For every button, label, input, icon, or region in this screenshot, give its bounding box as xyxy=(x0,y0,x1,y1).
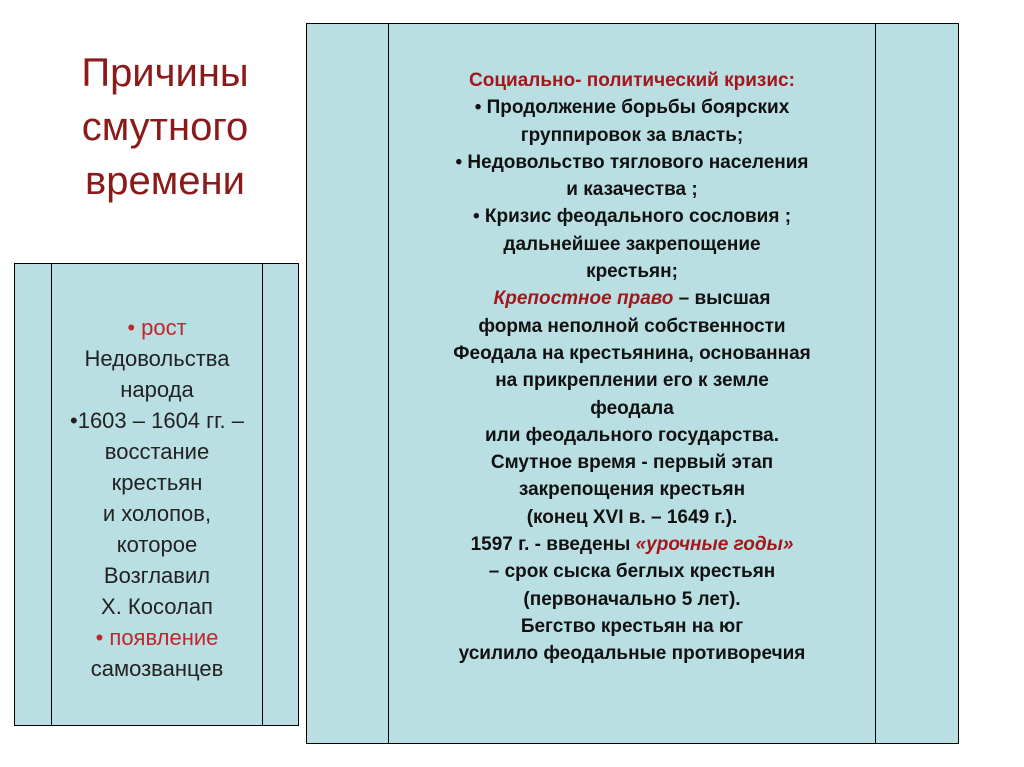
bullet-uprising-line6: Возглавил xyxy=(103,563,211,588)
right-panel-strip-left xyxy=(307,24,389,743)
serfdom-term: Крепостное право xyxy=(493,288,674,310)
crisis-line-8 xyxy=(389,285,875,312)
fixed-years-term: «урочные годы» xyxy=(635,534,794,556)
fixed-years-intro: 1597 г. - введены xyxy=(470,534,636,556)
title-line-2: смутного xyxy=(81,105,249,149)
bullet-uprising-line7: Х. Косолап xyxy=(101,594,213,619)
bullet-impostors-line1: • появление xyxy=(95,625,219,650)
title-line-3: времени xyxy=(85,159,245,203)
crisis-line-16: (конец XVI в. – 1649 г.). xyxy=(526,506,738,528)
bullet-growth-line1: • рост xyxy=(127,315,187,340)
bullet-growth-line3: народа xyxy=(120,377,194,402)
bullet-growth-line2: Недовольства xyxy=(84,346,230,371)
crisis-line-4: и казачества ; xyxy=(566,179,698,201)
right-panel-text xyxy=(389,67,875,668)
crisis-line-1: • Продолжение борьбы боярских xyxy=(474,97,790,119)
crisis-line-12: феодала xyxy=(590,397,674,419)
right-crisis-panel xyxy=(306,23,959,744)
crisis-line-10: Феодала на крестьянина, основанная xyxy=(453,342,811,364)
crisis-line-17 xyxy=(389,531,875,558)
crisis-line-7: крестьян; xyxy=(586,261,678,283)
left-causes-panel xyxy=(14,263,299,726)
bullet-uprising-line5: которое xyxy=(116,532,198,557)
title-line-1: Причины xyxy=(81,51,249,95)
left-panel-strip-left xyxy=(15,264,52,725)
crisis-line-6: дальнейшее закрепощение xyxy=(503,233,761,255)
crisis-line-14: Смутное время - первый этап xyxy=(490,452,774,474)
right-panel-strip-right xyxy=(875,24,958,743)
crisis-line-3: • Недовольство тяглового населения xyxy=(455,151,809,173)
bullet-uprising-line4: и холопов, xyxy=(102,501,212,526)
crisis-line-19: (первоначально 5 лет). xyxy=(523,588,741,610)
bullet-uprising-line1: •1603 – 1604 гг. – xyxy=(70,408,244,433)
slide-title xyxy=(40,46,290,208)
crisis-line-5: • Кризис феодального сословия ; xyxy=(472,206,792,228)
bullet-uprising-line3: крестьян xyxy=(111,470,203,495)
crisis-line-13: или феодального государства. xyxy=(484,424,780,446)
crisis-line-9: форма неполной собственности xyxy=(478,315,786,337)
crisis-heading: Социально- политический кризис: xyxy=(469,70,795,91)
crisis-line-20: Бегство крестьян на юг xyxy=(520,615,744,637)
bullet-uprising-line2: восстание xyxy=(104,439,210,464)
bullet-impostors-line2: самозванцев xyxy=(90,656,224,681)
crisis-line-18: – срок сыска беглых крестьян xyxy=(488,561,776,583)
left-panel-text xyxy=(52,312,262,684)
serfdom-definition-start: – высшая xyxy=(673,288,771,310)
crisis-line-21: усилило феодальные противоречия xyxy=(458,643,806,665)
crisis-line-2: группировок за власть; xyxy=(520,124,744,146)
crisis-line-15: закрепощения крестьян xyxy=(518,479,746,501)
crisis-line-11: на прикреплении его к земле xyxy=(495,370,769,392)
left-panel-strip-right xyxy=(262,264,298,725)
